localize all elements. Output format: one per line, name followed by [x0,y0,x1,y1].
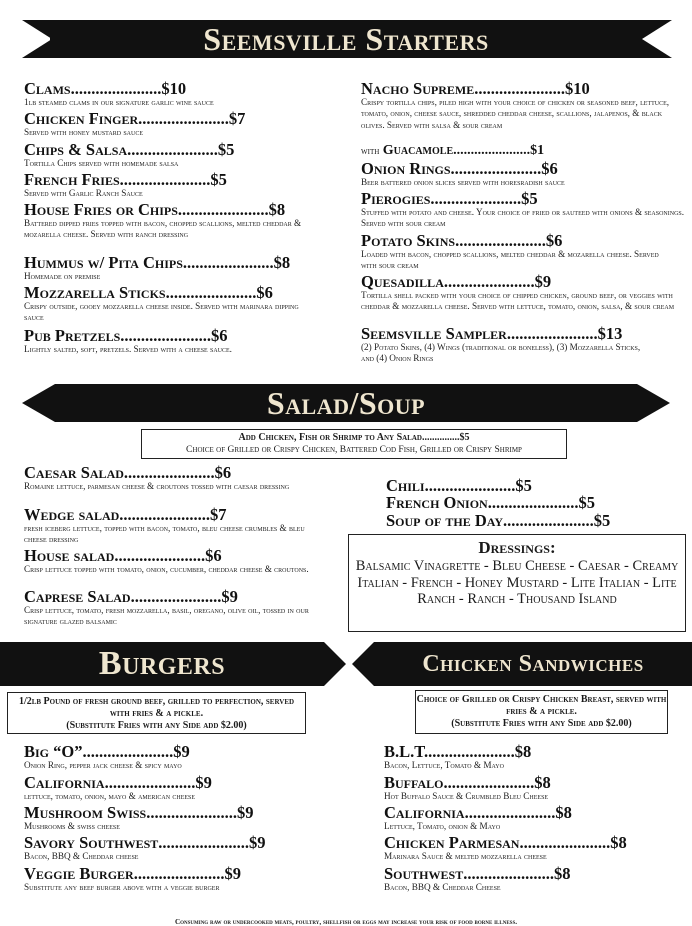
burger-info-box [7,692,306,734]
item-name: Savory Southwest......................$9 [24,833,266,852]
starter-item [24,284,299,324]
item-desc: Tortilla shell packed with your choice of chipped chicken, ground beef, or veggies with cheddar & mozzarella cheese. Served with lettuce, tomato, onion, salsa, & sour cream [361,290,675,312]
item-name: Potato Skins......................$6 [361,231,563,250]
item-name: Pierogies......................$5 [361,189,538,208]
item-desc: Battered dipped fries topped with bacon, chopped scallions, melted cheddar & mozarella cheese. Served with ranch dressing [24,218,302,240]
item-desc: Bacon, BBQ & Cheddar Cheese [384,882,501,892]
salad-title: Salad/Soup [266,384,426,421]
food-safety-disclaimer: Consuming raw or undercooked meats, poultry, shellfish or eggs may increase your risk of food borne illness. [174,918,518,926]
item-name: Seemsville Sampler......................$13 [361,324,623,343]
item-desc: Lightly salted, soft, pretzels. Served with a cheese sauce. [24,344,232,354]
chicken-info-box [415,690,668,734]
item-name: Buffalo......................$8 [384,773,551,792]
dressings-box [348,534,686,632]
salad-item [24,588,324,628]
chicken-info-line2: (Substitute Fries with any Side add $2.00) [451,718,632,729]
burger-item [24,804,344,832]
banner-right-tail [642,20,672,58]
item-desc: Bacon, Lettuce, Tomato & Mayo [384,760,504,770]
item-desc: Crisp lettuce, tomato, fresh mozzarella, basil, oregano, olive oil, tossed in our signature glazed balsamic [24,605,309,627]
item-desc: Hot Buffalo Sauce & Crumbled Bleu Cheese [384,791,549,801]
item-desc: Marinara Sauce & melted mozzarella cheese [384,851,547,861]
item-name: California......................$8 [384,803,572,822]
starter-item [24,80,344,108]
soup-item [386,494,666,511]
item-name: Clams......................$10 [24,79,187,98]
item-name: Southwest......................$8 [384,864,571,883]
chicken-item [384,774,684,802]
item-name: Veggie Burger......................$9 [24,864,241,883]
item-name: House salad......................$6 [24,546,222,565]
chicken-item [384,865,684,893]
item-name: Mozzarella Sticks......................$6 [24,283,273,302]
salad-addon-line: Add Chicken, Fish or Shrimp to Any Salad...............$5 [238,432,470,443]
item-desc: Served with honey mustard sauce [24,127,143,137]
burger-item [24,865,344,893]
item-name: Chips & Salsa......................$5 [24,140,235,159]
chicken-item [384,834,684,862]
item-name: Nacho Supreme......................$10 [361,79,590,98]
burgers-title: Burgers [98,645,226,682]
banner-arrow-left [352,642,374,686]
starter-item [361,273,686,313]
item-name: French Onion......................$5 [386,493,595,512]
starter-item [24,171,344,199]
item-desc: Bacon, BBQ & Cheddar cheese [24,851,139,861]
item-name: Soup of the Day......................$5 [386,511,611,530]
burger-info-line1: 1/2lb Pound of fresh ground beef, grilled to perfection, served with fries & a pickle. [18,696,295,719]
starters-banner [50,20,642,58]
item-desc: Homemade on premise [24,271,101,281]
starter-item [24,110,344,138]
item-name: Chicken Finger......................$7 [24,109,246,128]
salad-banner [55,384,637,422]
salad-item [24,547,324,575]
starter-item [24,201,314,241]
item-desc: Mushrooms & swiss cheese [24,821,120,831]
item-desc: Loaded with bacon, chopped scallions, melted cheddar & mozarella cheese. Served with sour cream [361,249,659,271]
burger-info-line2: (Substitute Fries with any Side add $2.00) [66,720,247,731]
starter-item [24,254,344,282]
burger-item [24,743,344,771]
starter-item [24,141,344,169]
starter-item [361,325,651,365]
item-desc: Lettuce, Tomato, onion & Mayo [384,821,501,831]
item-name: House Fries or Chips......................$8 [24,200,286,219]
banner-right-tail [637,384,670,422]
item-name: B.L.T......................$8 [384,742,532,761]
chicken-info-line1: Choice of Grilled or Crispy Chicken Breast, served with fries & a pickle. [416,694,667,717]
item-desc: Served with Garlic Ranch Sauce [24,188,143,198]
chicken-item [384,743,684,771]
item-desc: Onion Ring, pepper jack cheese & spicy mayo [24,760,182,770]
item-name: Chili......................$5 [386,476,532,495]
item-name: Mushroom Swiss......................$9 [24,803,254,822]
item-desc: Tortilla Chips served with homemade salsa [24,158,179,168]
soup-item [386,512,666,529]
guac-prefix: with [361,146,380,157]
item-name: Quesadilla......................$9 [361,272,552,291]
burgers-banner [0,642,324,686]
salad-addon-box [141,429,567,459]
item-name: Onion Rings......................$6 [361,159,558,178]
dressings-title: Dressings: [478,538,556,557]
item-desc: Substitute any beef burger above with a veggie burger [24,882,220,892]
chicken-item [384,804,684,832]
salad-item [24,464,324,492]
item-desc: 1lb steamed clams in our signature garlic wine sauce [24,97,214,107]
item-desc: Crispy tortilla chips, piled high with your choice of chicken or seasoned beef, lettuce, tomato, onion, cheese sauce, shredded cheddar cheese, scallions, jalapenos, & black olives. Served with salsa & sour cream [361,97,670,130]
soup-item [386,477,666,494]
starter-item [361,232,661,272]
item-name: Caprese Salad......................$9 [24,587,238,606]
chicken-title: Chicken Sandwiches [422,650,644,677]
item-desc: Beer battered onion slices served with horesradish sauce [361,177,565,187]
item-desc: (2) Potato Skins, (4) Wings (traditional or boneless), (3) Mozzarella Sticks, and (4) Onion Rings [361,342,641,364]
starter-item [361,80,686,131]
chicken-banner [374,642,692,686]
starter-item [361,160,686,188]
item-desc: Stuffed with potato and cheese. Your choice of fried or sauteed with onions & seasonings. Served with sour cream [361,207,685,229]
burger-item [24,834,344,862]
item-name: Pub Pretzels......................$6 [24,326,228,345]
item-desc: Romaine lettuce, parmesan cheese & croutons tossed with caesar dressing [24,481,290,491]
burger-item [24,774,344,802]
item-desc: fresh iceberg lettuce, topped with bacon, tomato, bleu cheese crumbles & bleu cheese dressing [24,523,305,545]
starter-item [361,190,686,230]
item-name: Big “O”......................$9 [24,742,190,761]
item-name: Hummus w/ Pita Chips......................$8 [24,253,291,272]
item-desc: Crisp lettuce topped with tomato, onion, cucumber, cheddar cheese & croutons. [24,564,309,574]
guac-name: Guacamole......................$1 [382,143,545,158]
starter-item [24,327,344,355]
starters-title: Seemsville Starters [203,20,489,57]
item-name: Caesar Salad......................$6 [24,463,232,482]
item-name: French Fries......................$5 [24,170,227,189]
guacamole-addon [361,142,686,160]
salad-item [24,506,324,546]
banner-left-tail [22,20,52,58]
item-desc: Crispy outside, gooey mozzarella cheese inside. Served with marinara dipping sauce [24,301,299,323]
item-name: California......................$9 [24,773,212,792]
salad-addon-sub: Choice of Grilled or Crispy Chicken, Battered Cod Fish, Grilled or Crispy Shrimp [186,445,522,455]
item-name: Wedge salad......................$7 [24,505,227,524]
dressings-list: Balsamic Vinagrette - Bleu Cheese - Caesar - Creamy Italian - French - Honey Mustard - Lite Italian - Lite Ranch - Ranch - Thousand Island [355,558,679,607]
item-name: Chicken Parmesan......................$8 [384,833,627,852]
item-desc: lettuce, tomato, onion, mayo & american cheese [24,791,196,801]
banner-arrow-right [324,642,346,686]
banner-left-tail [22,384,55,422]
